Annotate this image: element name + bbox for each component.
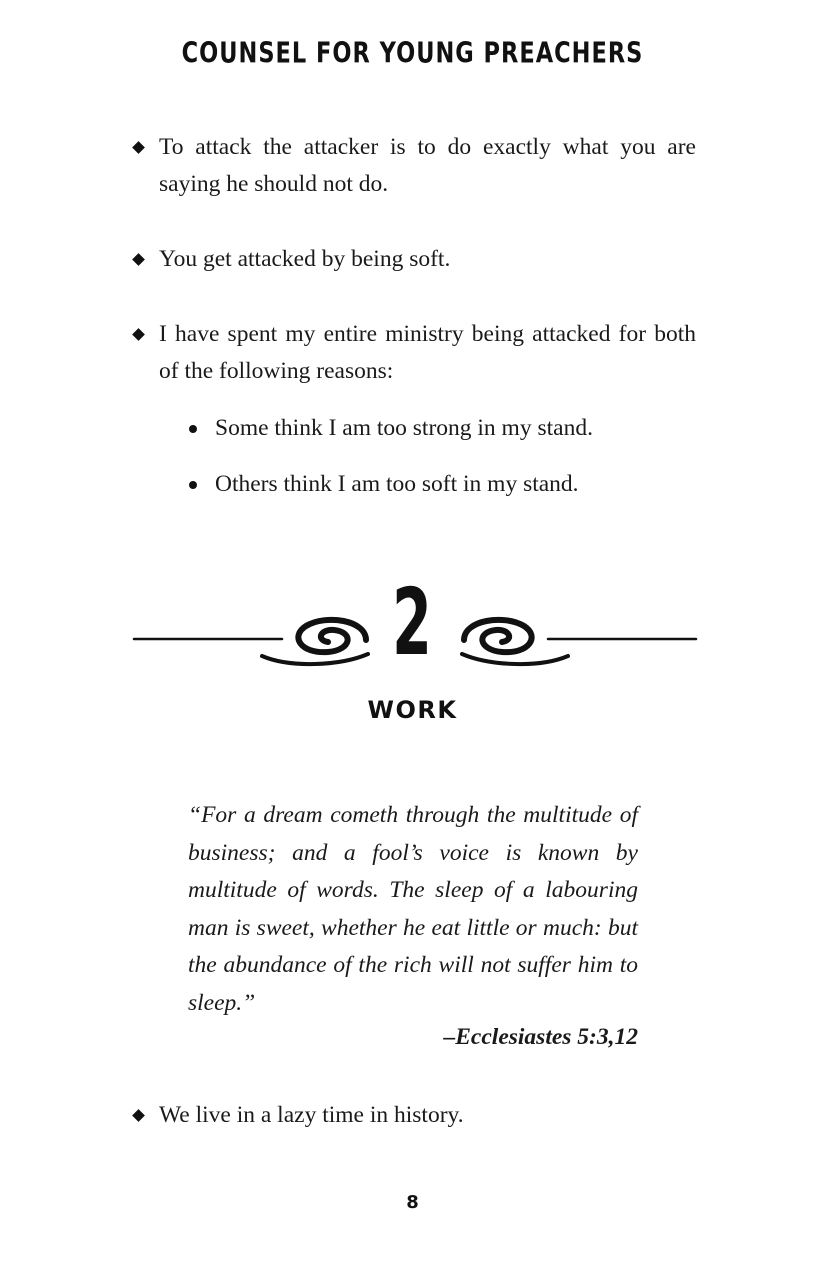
chapter-number: 2: [392, 569, 432, 676]
sub-bullet-item: [189, 410, 689, 447]
bullet-item: [134, 129, 696, 203]
diamond-bullet-icon: [132, 1109, 145, 1122]
bullet-item: [134, 241, 696, 278]
sub-bullet-item: [189, 466, 689, 503]
page-number: 8: [406, 1192, 419, 1213]
bullet-item: [134, 1097, 696, 1134]
sub-bullet-text: Others think I am too soft in my stand.: [215, 471, 579, 497]
scripture-reference: –Ecclesiastes 5:3,12: [443, 1024, 638, 1050]
bullet-text: You get attacked by being soft.: [159, 246, 451, 272]
running-head: COUNSEL FOR YOUNG PREACHERS: [181, 35, 644, 70]
bullet-item: [134, 316, 696, 390]
bullet-text: To attack the attacker is to do exactly what you are saying he should not do.: [159, 134, 696, 197]
bullet-text: I have spent my entire ministry being attacked for both of the following reasons:: [159, 321, 696, 384]
round-bullet-icon: [189, 481, 197, 489]
diamond-bullet-icon: [132, 328, 145, 341]
bullet-text: We live in a lazy time in history.: [159, 1102, 464, 1128]
diamond-bullet-icon: [132, 253, 145, 266]
chapter-title: WORK: [367, 696, 458, 724]
round-bullet-icon: [189, 425, 197, 433]
sub-bullet-text: Some think I am too strong in my stand.: [215, 415, 593, 441]
diamond-bullet-icon: [132, 141, 145, 154]
scripture-quote: “For a dream cometh through the multitude of business; and a fool’s voice is known by multitude of words. The sleep of a labouring man is sweet, whether he eat little or much: but the abundance of the rich will not suffer him to sleep.”: [188, 802, 638, 1016]
